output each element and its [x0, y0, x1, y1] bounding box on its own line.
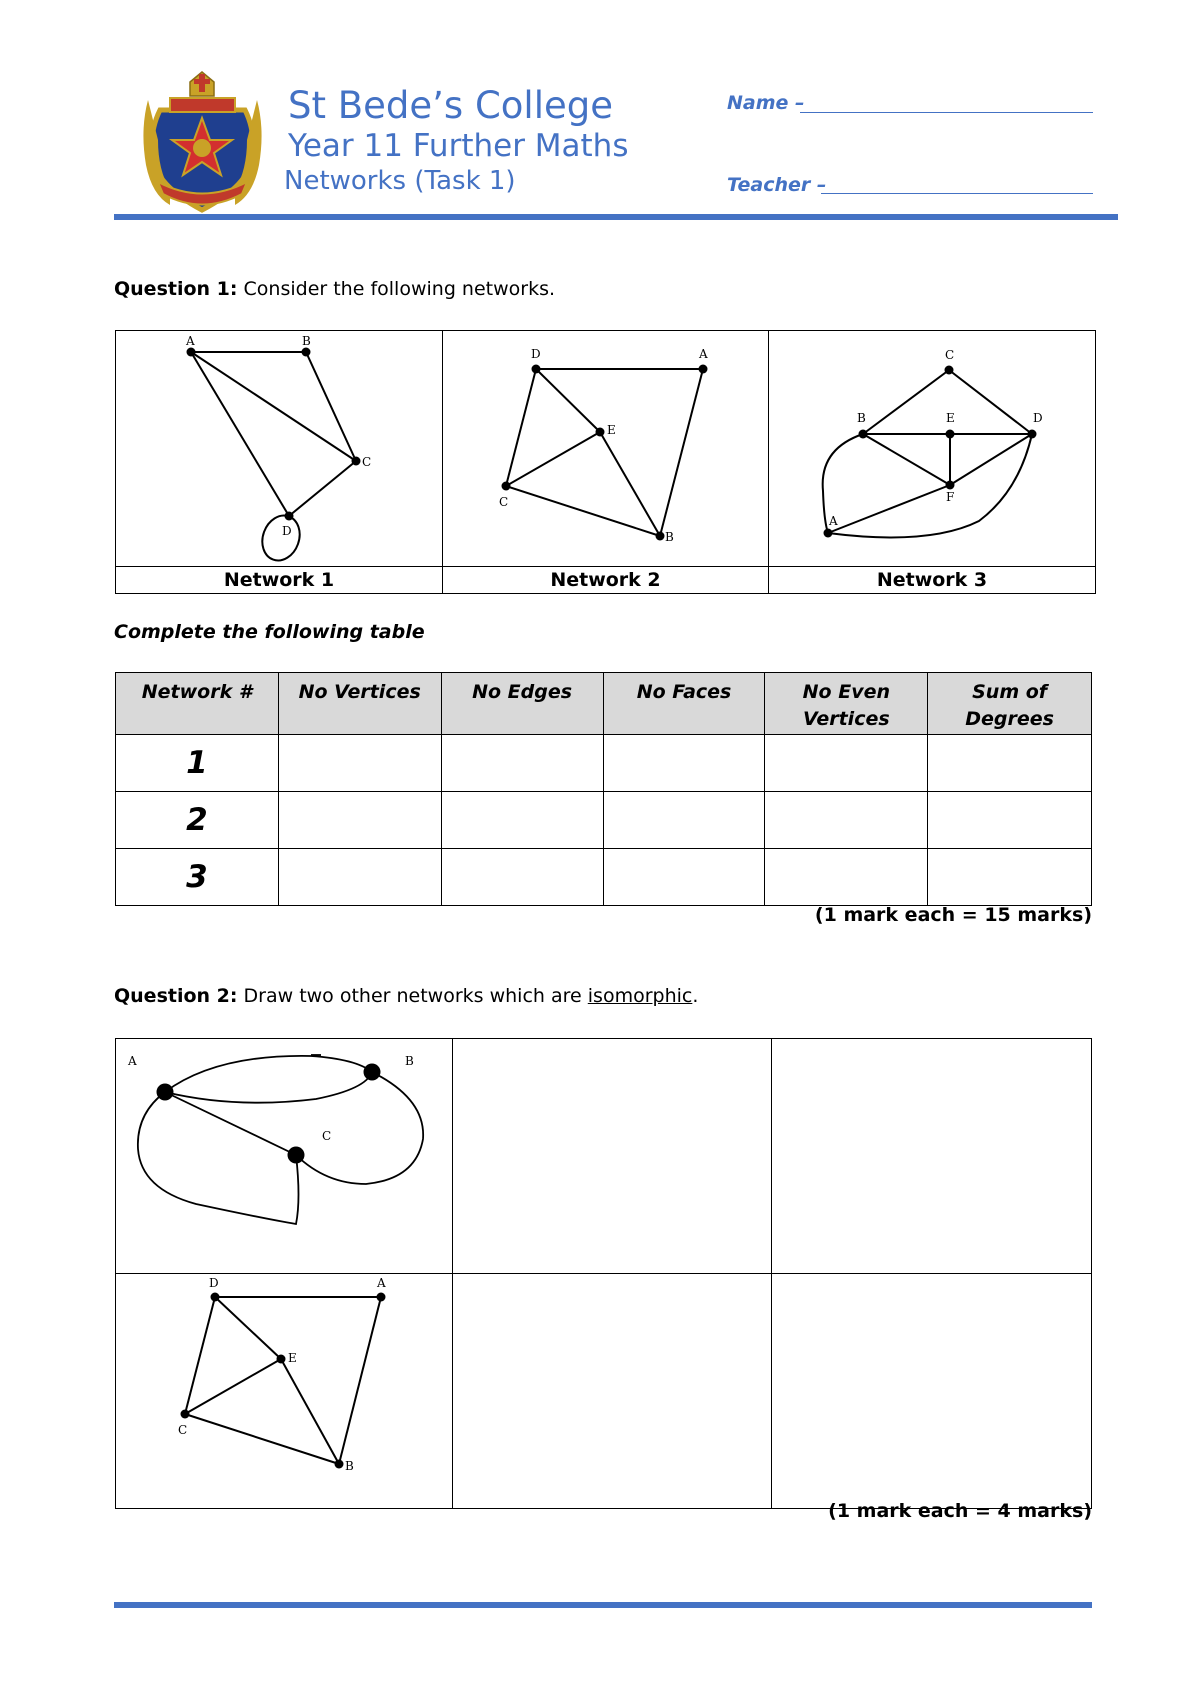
- network-2-graph: [443, 331, 768, 562]
- given-graph-2-cell: [116, 1274, 453, 1509]
- g2-vertex-d: D: [209, 1276, 219, 1290]
- question-2-label: Question 2:: [114, 985, 238, 1007]
- g1-vertex-b: B: [405, 1054, 414, 1068]
- n2-vertex-b: B: [665, 530, 674, 544]
- given-graph-1-cell: [116, 1039, 453, 1274]
- col-edges: No Edges: [441, 673, 603, 735]
- answer-cell[interactable]: [928, 792, 1092, 849]
- n3-vertex-a: A: [829, 514, 838, 528]
- given-graph-2: [116, 1274, 452, 1504]
- teacher-label: Teacher –: [727, 174, 827, 196]
- answer-cell[interactable]: [441, 792, 603, 849]
- given-graph-1: [116, 1039, 452, 1269]
- answer-cell[interactable]: [928, 849, 1092, 906]
- question-2-marks: (1 mark each = 4 marks): [828, 1500, 1092, 1522]
- networks-table: [115, 330, 1096, 594]
- n2-vertex-d: D: [531, 347, 541, 361]
- n1-vertex-b: B: [302, 334, 311, 348]
- g1-vertex-a: A: [128, 1054, 137, 1068]
- row-number: 3: [116, 849, 279, 906]
- n1-vertex-c: C: [362, 455, 372, 469]
- n2-vertex-a: A: [699, 347, 708, 361]
- network-3-cell: [769, 331, 1096, 567]
- question-2-text: Draw two other networks which are: [237, 985, 588, 1007]
- question-2-period: .: [692, 985, 699, 1007]
- network-3-label: Network 3: [769, 567, 1096, 594]
- n3-vertex-f: F: [946, 490, 955, 504]
- network-1-label: Network 1: [116, 567, 443, 594]
- isomorphic-grid: [115, 1038, 1092, 1509]
- network-1-cell: [116, 331, 443, 567]
- table-row: [116, 735, 1092, 792]
- answer-cell[interactable]: [603, 735, 765, 792]
- g2-vertex-a: A: [377, 1276, 386, 1290]
- teacher-field[interactable]: [821, 193, 1093, 194]
- row-number: 1: [116, 735, 279, 792]
- college-crest-logo: [140, 70, 265, 216]
- isomorphic-term: isomorphic: [587, 985, 693, 1007]
- n3-vertex-b: B: [857, 411, 866, 425]
- answer-cell[interactable]: [278, 735, 441, 792]
- n1-vertex-a: A: [186, 334, 195, 348]
- col-faces: No Faces: [603, 673, 765, 735]
- n1-vertex-d: D: [282, 524, 292, 538]
- answer-cell[interactable]: [765, 849, 928, 906]
- drawing-area[interactable]: [453, 1274, 772, 1509]
- drawing-area[interactable]: [453, 1039, 772, 1274]
- question-1-text: Consider the following networks.: [237, 278, 556, 300]
- answer-cell[interactable]: [603, 792, 765, 849]
- task-title: Networks (Task 1): [284, 166, 516, 196]
- network-2-cell: [443, 331, 769, 567]
- answer-cell[interactable]: [278, 849, 441, 906]
- col-network: Network #: [116, 673, 279, 735]
- n3-vertex-e: E: [946, 411, 955, 425]
- footer-rule: [114, 1602, 1092, 1608]
- course-title: Year 11 Further Maths: [288, 128, 629, 164]
- answer-cell[interactable]: [928, 735, 1092, 792]
- header-rule: [114, 214, 1118, 220]
- question-1-prompt: [114, 278, 555, 300]
- n2-vertex-c: C: [499, 495, 509, 509]
- table-instruction: Complete the following table: [114, 621, 425, 643]
- g2-vertex-e: E: [288, 1351, 297, 1365]
- drawing-area[interactable]: [772, 1274, 1092, 1509]
- col-vertices: No Vertices: [278, 673, 441, 735]
- network-1-graph: [116, 331, 442, 562]
- answer-cell[interactable]: [603, 849, 765, 906]
- drawing-area[interactable]: [772, 1039, 1092, 1274]
- name-field[interactable]: [800, 112, 1093, 113]
- n3-vertex-c: C: [945, 348, 955, 362]
- answer-cell[interactable]: [441, 735, 603, 792]
- row-number: 2: [116, 792, 279, 849]
- g1-vertex-c: C: [322, 1129, 332, 1143]
- table-row: [116, 792, 1092, 849]
- g2-vertex-c: C: [178, 1423, 188, 1437]
- question-2-prompt: [114, 985, 698, 1007]
- g2-vertex-b: B: [345, 1459, 354, 1473]
- col-sum-degrees: Sum of Degrees: [928, 673, 1092, 735]
- answer-cell[interactable]: [278, 792, 441, 849]
- question-1-marks: (1 mark each = 15 marks): [814, 904, 1092, 926]
- answer-cell[interactable]: [765, 735, 928, 792]
- network-3-graph: [769, 331, 1095, 562]
- network-2-label: Network 2: [443, 567, 769, 594]
- name-label: Name –: [727, 92, 805, 114]
- n2-vertex-e: E: [607, 423, 616, 437]
- col-even-vertices: No Even Vertices: [765, 673, 928, 735]
- n3-vertex-d: D: [1033, 411, 1043, 425]
- school-name: St Bede’s College: [288, 84, 613, 127]
- table-row: [116, 849, 1092, 906]
- answer-cell[interactable]: [441, 849, 603, 906]
- answer-table: [115, 672, 1092, 906]
- answer-cell[interactable]: [765, 792, 928, 849]
- question-1-label: Question 1:: [114, 278, 238, 300]
